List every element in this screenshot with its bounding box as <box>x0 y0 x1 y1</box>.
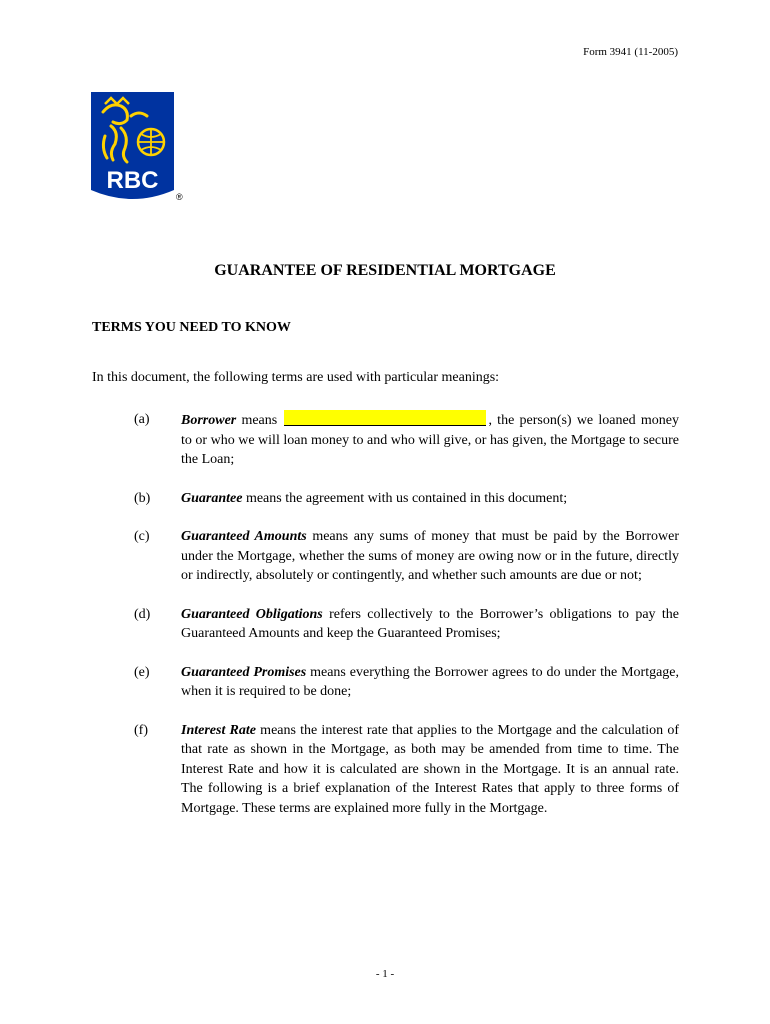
definition-text <box>181 721 679 819</box>
definition-term: Interest Rate <box>181 722 256 738</box>
form-number: Form 3941 (11-2005) <box>583 46 678 58</box>
definition-label: (e) <box>134 664 150 680</box>
definition-label: (a) <box>134 412 150 427</box>
definition-label: (b) <box>134 490 151 506</box>
definition-item <box>92 410 679 470</box>
definition-item <box>92 527 679 586</box>
definition-item <box>92 605 679 644</box>
definition-text-part: means the agreement with us contained in this document; <box>242 490 568 506</box>
definition-term: Guaranteed Promises <box>181 664 307 680</box>
definition-text <box>181 410 679 470</box>
svg-text:RBC: RBC <box>106 167 159 194</box>
definition-text <box>181 663 679 702</box>
definition-text-part: means the interest rate that applies to the Mortgage and the calculation of that rate as shown in the Mortgage, as both may be amended from time to time. The Interest Rate and how it is calculated are shown in the Mortgage. It is an annual rate. The following is a brief explanation of the Interest Rates that apply to three forms of Mortgage. These terms are explained more fully in the Mortgage. <box>181 722 679 816</box>
definition-label: (c) <box>134 529 150 544</box>
definition-item <box>92 489 679 509</box>
definition-text-part: refers collectively to the Borrower’s obligations to pay the Guaranteed Amounts and keep the Guaranteed Promises; <box>181 606 680 641</box>
registered-mark: ® <box>176 192 183 202</box>
definition-term: Borrower <box>181 413 237 428</box>
definition-label: (d) <box>134 606 151 622</box>
definition-term: Guarantee <box>181 490 243 506</box>
definition-item <box>92 721 679 819</box>
definition-text-part: means <box>236 413 283 428</box>
page-number: - 1 - <box>375 968 395 980</box>
definitions-list <box>92 410 679 837</box>
borrower-name-field[interactable] <box>284 410 486 426</box>
intro-paragraph: In this document, the following terms are used with particular meanings: <box>92 370 500 385</box>
definition-text-part: means everything the Borrower agrees to do under the Mortgage, when it is required to be done; <box>181 664 680 699</box>
rbc-logo <box>91 92 174 204</box>
definition-item <box>92 663 679 702</box>
section-heading: TERMS YOU NEED TO KNOW <box>92 320 291 335</box>
definition-text <box>181 527 679 586</box>
definition-text-part: , the person(s) we loaned money to or who we will loan money to and who will give, or has given, the Mortgage to secure the Loan; <box>181 413 680 467</box>
definition-text-part: means any sums of money that must be paid by the Borrower under the Mortgage, whether the sums of money are owing now or in the future, directly or indirectly, absolutely or contingently, and whether such amounts are due or not; <box>181 529 679 583</box>
definition-term: Guaranteed Amounts <box>181 529 307 544</box>
definition-text <box>181 605 679 644</box>
document-title: GUARANTEE OF RESIDENTIAL MORTGAGE <box>214 262 556 279</box>
definition-term: Guaranteed Obligations <box>181 606 323 622</box>
definition-label: (f) <box>134 722 148 738</box>
definition-text <box>181 489 679 509</box>
